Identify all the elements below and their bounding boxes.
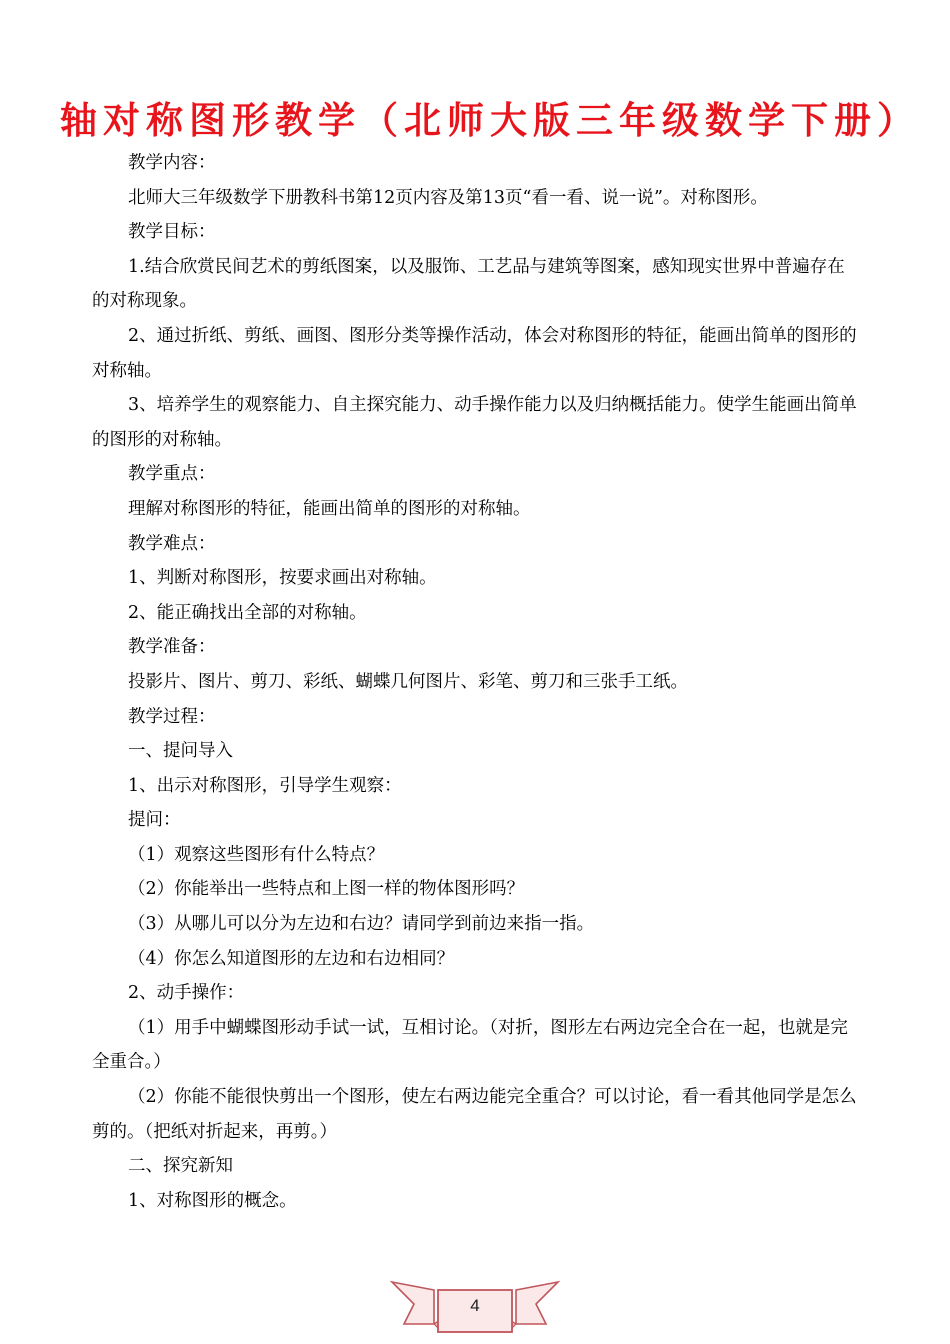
paragraph: 1、对称图形的概念。 <box>128 1190 297 1211</box>
paragraph: 投影片、图片、剪刀、彩纸、蝴蝶几何图片、彩笔、剪刀和三张手工纸。 <box>128 671 688 692</box>
paragraph: （3）从哪儿可以分为左边和右边？请同学到前边来指一指。 <box>128 914 595 935</box>
paragraph: 教学准备： <box>128 637 216 658</box>
paragraph: 教学目标： <box>128 222 216 243</box>
paragraph: 教学内容： <box>128 153 216 173</box>
paragraph: （1）观察这些图形有什么特点？ <box>128 844 385 865</box>
paragraph: 2、能正确找出全部的对称轴。 <box>128 602 367 623</box>
paragraph: 北师大三年级数学下册教科书第12页内容及第13页“看一看、说一说”。对称图形。 <box>128 187 768 208</box>
paragraph: 教学重点： <box>128 464 216 485</box>
paragraph: 教学过程： <box>128 706 216 727</box>
paragraph: （2）你能不能很快剪出一个图形，使左右两边能完全重合？可以讨论，看一看其他同学是怎么剪的。（把纸对折起来，再剪。） <box>92 1087 857 1142</box>
paragraph: （1）用手中蝴蝶图形动手试一试，互相讨论。（对折，图形左右两边完全合在一起，也就是完全重合。） <box>92 1017 848 1073</box>
paragraph: 3、培养学生的观察能力、自主探究能力、动手操作能力以及归纳概括能力。使学生能画出简单的图形的对称轴。 <box>92 395 857 450</box>
document-title: 轴对称图形教学（北师大版三年级数学下册） <box>60 99 920 142</box>
paragraph: 教学难点： <box>128 533 216 554</box>
paragraph: 二、探究新知 <box>128 1156 233 1177</box>
paragraph: 2、通过折纸、剪纸、画图、图形分类等操作活动，体会对称图形的特征，能画出简单的图形的对称轴。 <box>92 325 857 381</box>
paragraph: 1、判断对称图形，按要求画出对称轴。 <box>128 568 437 589</box>
paragraph: 理解对称图形的特征，能画出简单的图形的对称轴。 <box>128 498 531 519</box>
paragraph: 1、出示对称图形，引导学生观察： <box>128 775 402 796</box>
page-number: 4 <box>470 1296 480 1315</box>
paragraph: 提问： <box>128 810 181 831</box>
paragraph: （4）你怎么知道图形的左边和右边相同？ <box>128 948 455 969</box>
paragraph: 1.结合欣赏民间艺术的剪纸图案，以及服饰、工艺品与建筑等图案，感知现实世界中普遍存在的对称现象。 <box>92 256 845 312</box>
document-body <box>92 146 862 1218</box>
paragraph: 一、提问导入 <box>128 741 233 762</box>
paragraph: （2）你能举出一些特点和上图一样的物体图形吗？ <box>128 879 525 900</box>
paragraph: 2、动手操作： <box>128 983 245 1004</box>
